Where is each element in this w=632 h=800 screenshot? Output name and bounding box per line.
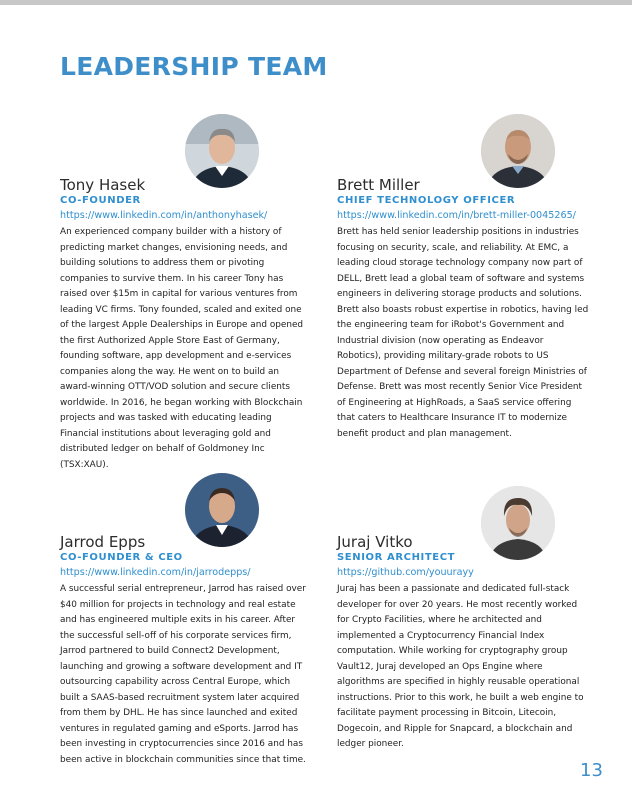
page-number: 13 — [580, 760, 603, 781]
person-bio: A successful serial entrepreneur, Jarrod has raised over $40 million for projects in technology and real estate and has engineered multiple exits in his career. After the successful sell-off of his corporate services firm, Jarrod partnered to build Connect2 Development, launching and growing a software development and IT outsourcing capability across Central Europe, which built a SAAS-based recruitment system later acquired from them by DHL. He has since launched and exited ventures in regulated gaming and eSports. Jarrod has been investing in cryptocurrencies since 2016 and has been active in blockchain communities since that time. — [60, 584, 306, 765]
page-title: LEADERSHIP TEAM — [60, 52, 328, 81]
person-role: CHIEF TECHNOLOGY OFFICER — [337, 195, 516, 206]
avatar-tony-hasek — [185, 114, 259, 188]
person-name: Brett Miller — [337, 176, 420, 194]
person-profile-link[interactable]: https://www.linkedin.com/in/brett-miller-0045265/ — [337, 210, 576, 221]
person-profile-link[interactable]: https://github.com/youurayy — [337, 567, 474, 578]
person-bio: Juraj has been a passionate and dedicated full-stack developer for over 20 years. He most recently worked for Crypto Facilities, where he architected and implemented a Cryptocurrency Financial Index computation. While working for cryptography group Vault12, Juraj developed an Ops Engine where algorithms are specified in highly reusable operational instructions. Prior to this work, he built a web engine to facilitate payment processing in Bitcoin, Litecoin, Dogecoin, and Ripple for Snapcard, a blockchain and ledger pioneer. — [337, 584, 584, 749]
person-profile-link[interactable]: https://www.linkedin.com/in/anthonyhasek/ — [60, 210, 268, 221]
person-bio: An experienced company builder with a history of predicting market changes, envisioning needs, and building solutions to address them or pivoting companies to survive them. In his career Tony has raised over $15m in capital for various ventures from leading VC firms. Tony founded, scaled and exited one of the largest Apple Dealerships in Europe and opened the first Authorized Apple Store East of Germany, founding software, app development and e-services companies along the way. He went on to build an award-winning OTT/VOD solution and secure clients worldwide. In 2016, he began working with Blockchain projects and was tasked with educating leading Financial institutions about leveraging gold and distributed ledger on behalf of Goldmoney Inc (TSX:XAU). — [60, 227, 304, 470]
person-name: Tony Hasek — [60, 176, 146, 194]
person-name: Juraj Vitko — [337, 533, 413, 551]
person-role: SENIOR ARCHITECT — [337, 552, 456, 563]
avatar-juraj-vitko — [481, 486, 555, 560]
person-role: CO-FOUNDER & CEO — [60, 552, 183, 563]
avatar-brett-miller — [481, 114, 555, 188]
person-name: Jarrod Epps — [60, 533, 146, 551]
person-bio: Brett has held senior leadership positions in industries focusing on security, scale, and reliability. At EMC, a leading cloud storage technology company now part of DELL, Brett lead a global team of software and systems engineers in delivering storage products and solutions. Brett also boasts robust expertise in robotics, having led the engineering team for iRobot's Government and Industrial division (now operating as Endeavor Robotics), providing military-grade robots to US Department of Defense and several foreign Ministries of Defense. Brett was most recently Senior Vice President of Engineering at HighRoads, a SaaS service offering that caters to Healthcare Insurance IT to modernize benefit product and plan management. — [337, 227, 589, 439]
top-border — [0, 0, 632, 5]
person-role: CO-FOUNDER — [60, 195, 141, 206]
person-profile-link[interactable]: https://www.linkedin.com/in/jarrodepps/ — [60, 567, 251, 578]
avatar-jarrod-epps — [185, 473, 259, 547]
